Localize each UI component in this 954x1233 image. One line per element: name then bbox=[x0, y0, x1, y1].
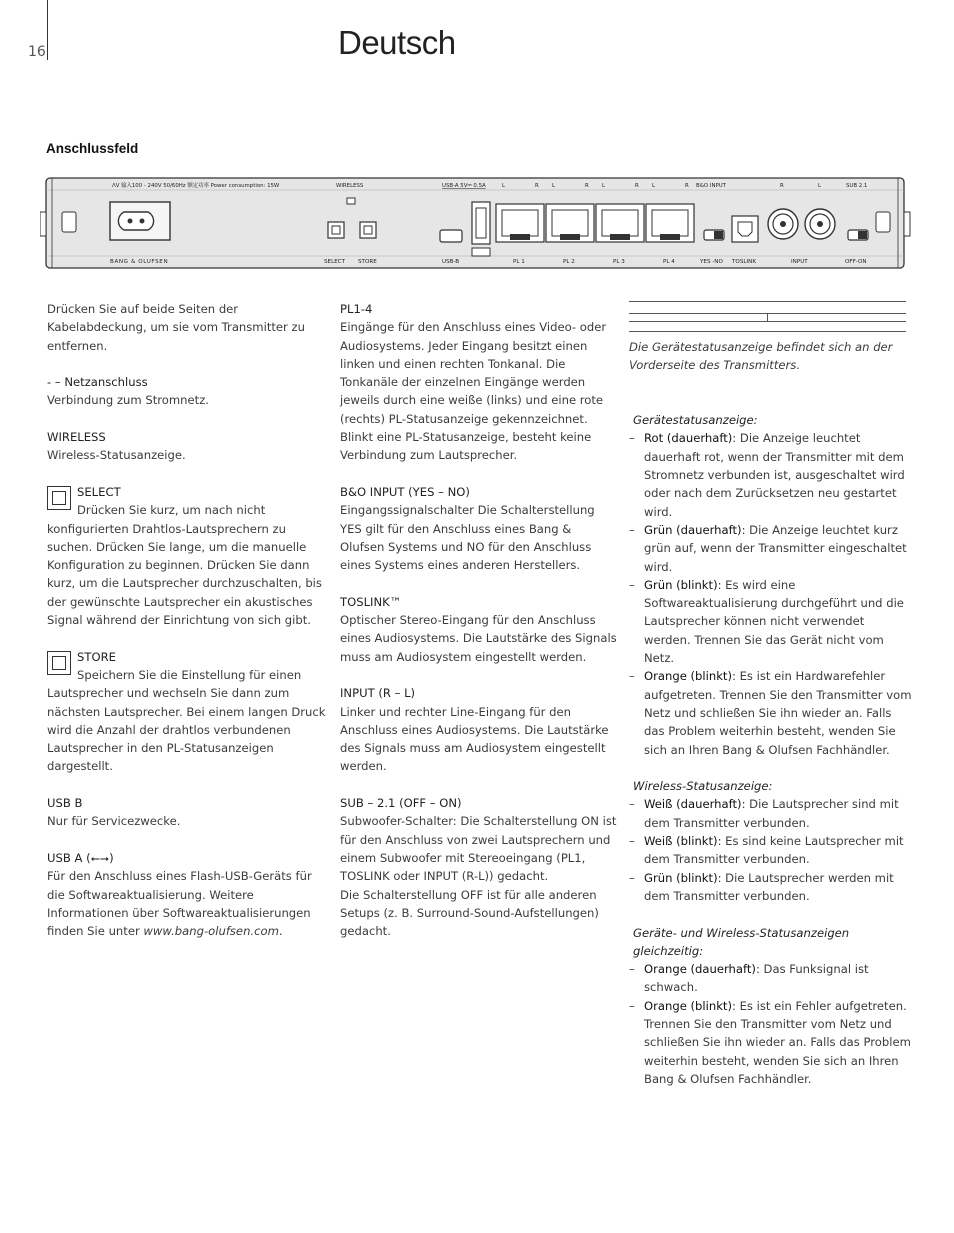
store-button-graphic bbox=[360, 222, 376, 238]
list-item: – Grün (blinkt): Es wird eine Softwareaktualisierung durchgeführt und die Lautsprecher können nicht verwendet werden. Trennen Sie das Gerät nicht vom Netz. bbox=[629, 576, 914, 667]
select-button-icon bbox=[47, 486, 71, 510]
led-divider bbox=[767, 313, 768, 321]
wireless-section bbox=[47, 428, 327, 465]
label-pl-l4: L bbox=[652, 183, 656, 189]
status-led-panel-illustration bbox=[629, 301, 906, 331]
label-pl3: PL 3 bbox=[613, 259, 625, 265]
select-text: Drücken Sie kurz, um nach nicht konfigurierten Drahtlos-Lautsprechern zu suchen. Drücken Sie lange, um die manuelle Konfiguration zu beginnen. Drücken Sie dann kurz, um die Lautsprecher durchzuschalten, bis der gewünschte Lautsprecher ein akustisches Signal während der Einrichtung von sich gibt. bbox=[47, 503, 322, 628]
label-pl-l3: L bbox=[602, 183, 606, 189]
toslink-heading: TOSLINK™ bbox=[340, 594, 402, 609]
toslink-section bbox=[340, 593, 617, 666]
device-status-heading: Gerätestatusanzeige: bbox=[633, 413, 758, 428]
label-toslink: TOSLINK bbox=[732, 259, 756, 265]
usb-b-port bbox=[440, 230, 462, 242]
device-status-list bbox=[629, 429, 914, 758]
combined-status-heading: Geräte- und Wireless-Statusanzeigen gleichzeitig: bbox=[633, 925, 850, 958]
input-heading: INPUT (R – L) bbox=[340, 686, 416, 701]
pl-port-2 bbox=[546, 204, 594, 242]
label-pl1: PL 1 bbox=[513, 259, 525, 265]
label-usb-a: USB-A 5V⎓ 0.5A bbox=[442, 183, 486, 189]
combined-status-list bbox=[629, 960, 914, 1088]
pl-port-1 bbox=[496, 204, 544, 242]
led-caption: Die Gerätestatusanzeige befindet sich an der Vorderseite des Transmitters. bbox=[629, 340, 893, 373]
pl-port-3 bbox=[596, 204, 644, 242]
pl-port-4 bbox=[646, 204, 694, 242]
list-item: – Weiß (blinkt): Es sind keine Lautsprecher mit dem Transmitter verbunden. bbox=[629, 832, 914, 869]
list-item: – Orange (dauerhaft): Das Funksignal ist schwach. bbox=[629, 960, 914, 997]
list-item: – Rot (dauerhaft): Die Anzeige leuchtet dauerhaft rot, wenn der Transmitter mit dem Stromnetz verbunden ist, ausgeschaltet wird oder nach dem Zurücksetzen neu gestartet wird. bbox=[629, 429, 914, 520]
pl-heading: PL1-4 bbox=[340, 302, 373, 316]
label-off-on: OFF-ON bbox=[845, 259, 867, 265]
sub-heading: SUB – 2.1 (OFF – ON) bbox=[340, 796, 462, 811]
sub-text-2: Die Schalterstellung OFF ist für alle anderen Setups (z. B. Surround-Sound-Aufstellungen) gedacht. bbox=[340, 887, 599, 939]
right-clip bbox=[876, 212, 890, 232]
label-sub: SUB 2.1 bbox=[846, 183, 868, 189]
wireless-status-list bbox=[629, 795, 914, 905]
power-socket bbox=[110, 202, 170, 240]
input-text: Linker und rechter Line-Eingang für den Anschluss eines Audiosystems. Die Lautstärke des Signals muss am Audiosystem eingestellt werden. bbox=[340, 704, 609, 774]
bo-heading: B&O INPUT (YES – NO) bbox=[340, 484, 470, 499]
page-number: 16 bbox=[28, 44, 46, 60]
list-item: – Grün (dauerhaft): Die Anzeige leuchtet kurz grün auf, wenn der Transmitter eingeschaltet wird. bbox=[629, 521, 914, 576]
power-heading: - – Netzanschluss bbox=[47, 375, 148, 390]
store-button-icon bbox=[47, 651, 71, 675]
sub-text: Subwoofer-Schalter: Die Schalterstellung ON ist für den Anschluss von zwei Lautsprechern und einem Subwoofer mit Stereoeingang (PL1, TOSLINK oder INPUT (R-L)) gedacht. bbox=[340, 814, 617, 884]
list-item: – Orange (blinkt): Es ist ein Hardwarefehler aufgetreten. Trennen Sie den Transmitter vom Netz und schließen Sie ihn wieder an. Falls das Problem weiterhin besteht, wenden Sie sich an Ihren Bang & Olufsen Fachhändler. bbox=[629, 667, 914, 758]
label-input-r: R bbox=[780, 183, 784, 189]
usbb-text: Nur für Servicezwecke. bbox=[47, 814, 181, 829]
website-link[interactable]: www.bang-olufsen.com bbox=[143, 924, 279, 939]
pl-section bbox=[340, 300, 617, 465]
label-select: SELECT bbox=[324, 259, 346, 265]
page-title: Deutsch bbox=[338, 24, 456, 61]
store-text: Speichern Sie die Einstellung für einen Lautsprecher und wechseln Sie dann zum nächsten Lautsprecher. Bei einem langen Druck wird die Anzahl der drahtlos verbundenen Lautsprecher in den PL-Statusanzeigen dargestellt. bbox=[47, 667, 326, 774]
usba-end: . bbox=[278, 924, 283, 939]
list-item: – Weiß (dauerhaft): Die Lautsprecher sind mit dem Transmitter verbunden. bbox=[629, 795, 914, 832]
column-middle bbox=[340, 300, 617, 959]
label-yes-no: YES -NO bbox=[700, 259, 723, 265]
header-rule bbox=[47, 0, 48, 60]
usbb-section bbox=[47, 794, 327, 831]
label-store: STORE bbox=[358, 259, 377, 265]
wireless-heading: WIRELESS bbox=[47, 430, 106, 445]
section-title: Anschlussfeld bbox=[46, 141, 139, 156]
toslink-port bbox=[732, 216, 758, 242]
connection-panel-illustration bbox=[40, 176, 912, 272]
sub-section bbox=[340, 794, 617, 940]
list-item: – Orange (blinkt): Es ist ein Fehler aufgetreten. Trennen Sie den Transmitter vom Netz und schließen Sie ihn wieder an. Falls das Problem weiterhin besteht, wenden Sie sich an Ihren Bang & Olufsen Fachhändler. bbox=[629, 997, 914, 1088]
usba-section bbox=[47, 849, 327, 940]
label-usb-b: USB-B bbox=[442, 259, 460, 265]
wireless-led bbox=[347, 198, 355, 204]
left-clip bbox=[62, 212, 76, 232]
rca-input-r bbox=[768, 209, 798, 239]
label-pl4: PL 4 bbox=[663, 259, 675, 265]
label-brand: BANG & OLUFSEN bbox=[110, 259, 169, 265]
usba-text: Für den Anschluss eines Flash-USB-Geräts für die Softwareaktualisierung. Weitere Informationen über Softwareaktualisierungen finden Sie unter bbox=[47, 869, 312, 939]
power-text: Verbindung zum Stromnetz. bbox=[47, 393, 209, 408]
usba-heading: USB A (⭠⭢) bbox=[47, 850, 114, 865]
label-pl-l1: L bbox=[502, 183, 506, 189]
label-pl-r2: R bbox=[585, 183, 589, 189]
select-section bbox=[47, 483, 327, 629]
wireless-text: Wireless-Statusanzeige. bbox=[47, 448, 186, 463]
label-input-l: L bbox=[818, 183, 822, 189]
intro-text: Drücken Sie auf beide Seiten der Kabelabdeckung, um sie vom Transmitter zu entfernen. bbox=[47, 302, 305, 353]
list-item: – Grün (blinkt): Die Lautsprecher werden mit dem Transmitter verbunden. bbox=[629, 869, 914, 906]
label-pl-r1: R bbox=[535, 183, 539, 189]
bo-text: Eingangssignalschalter Die Schalterstellung YES gilt für den Anschluss eines Bang & Olufsen Systems und NO für den Anschluss eines Systems eines anderen Herstellers. bbox=[340, 503, 595, 573]
label-pl-l2: L bbox=[552, 183, 556, 189]
select-heading: SELECT bbox=[77, 484, 121, 499]
input-section bbox=[340, 684, 617, 775]
rca-input-l bbox=[805, 209, 835, 239]
label-pl2: PL 2 bbox=[563, 259, 575, 265]
usbb-heading: USB B bbox=[47, 796, 83, 811]
label-pl-r3: R bbox=[635, 183, 639, 189]
toslink-text: Optischer Stereo-Eingang für den Anschluss eines Audiosystems. Die Lautstärke des Signals muss am Audiosystem eingestellt werden. bbox=[340, 613, 617, 664]
wireless-status-heading: Wireless-Statusanzeige: bbox=[633, 779, 773, 794]
bo-section bbox=[340, 483, 617, 574]
column-left bbox=[47, 300, 327, 959]
label-input: INPUT bbox=[791, 259, 808, 265]
label-power: ᐱᐯ 输入100 - 240V 50/60Hz 额定功率 Power consumption: 15W bbox=[112, 183, 280, 189]
store-heading: STORE bbox=[77, 649, 116, 664]
label-wireless: WIRELESS bbox=[336, 183, 364, 189]
label-pl-r4: R bbox=[685, 183, 689, 189]
label-bo-input: B&O INPUT bbox=[696, 183, 726, 189]
column-right bbox=[629, 338, 914, 1106]
select-button-graphic bbox=[328, 222, 344, 238]
store-section bbox=[47, 648, 327, 776]
power-section bbox=[47, 373, 327, 410]
pl-text: Eingänge für den Anschluss eines Video- oder Audiosystems. Jeder Eingang besitzt einen linken und einen rechten Tonkanal. Die Tonkanäle der einzelnen Eingänge werden jeweils durch eine weiße (links) und eine rote (rechts) PL-Statusanzeige gekennzeichnet. Blinkt eine PL-Statusanzeige, besteht keine Verbindung zum Lautsprecher. bbox=[340, 320, 607, 463]
